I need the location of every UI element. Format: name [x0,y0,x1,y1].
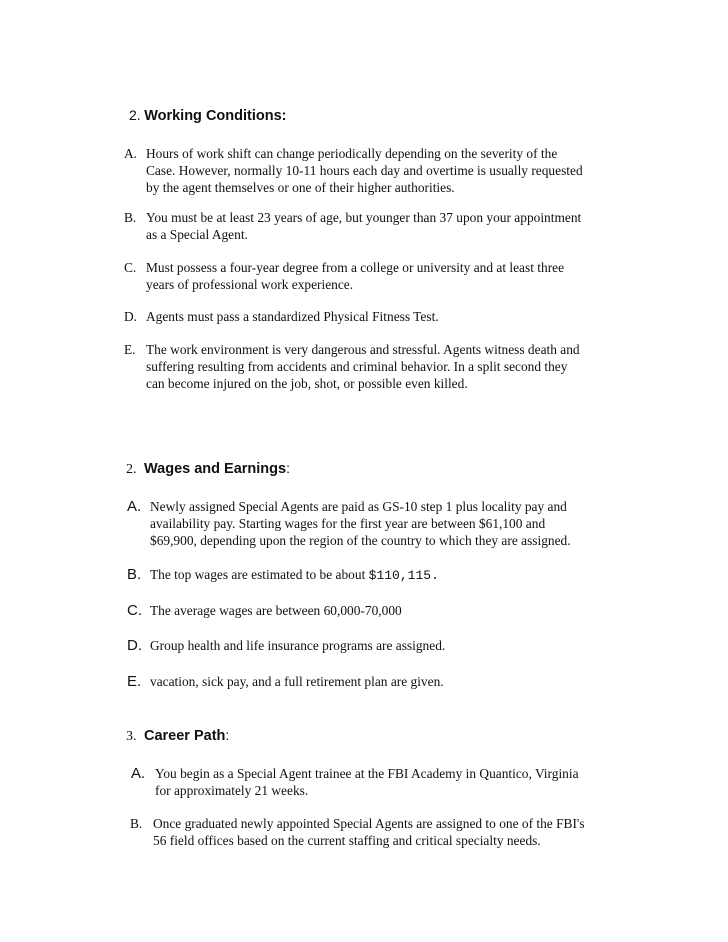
item-text: Agents must pass a standardized Physical Fitness Test. [146,309,439,324]
item-letter: D. [127,637,142,654]
section-heading-career-path [126,727,229,745]
item-text: The top wages are estimated to be about [150,567,366,582]
item-letter: E. [127,673,142,690]
item-letter: B. [130,816,143,831]
item-text: vacation, sick pay, and a full retirement plan are given. [150,674,444,689]
item-text: as a Special Agent. [146,227,248,242]
item-letter: E. [124,342,136,357]
item-letter: C. [124,260,137,275]
item-text: You must be at least 23 years of age, but younger than 37 upon your appointment [146,210,582,225]
item-text: by the agent themselves or one of their higher authorities. [146,180,455,195]
section-number: 2. [126,462,137,477]
item-text: Once graduated newly appointed Special Agents are assigned to one of the FBI's [153,816,585,831]
item-text: 56 field offices based on the current staffing and critical specialty needs. [153,833,541,848]
section-title: Working Conditions: [144,108,287,124]
section-number: 3. [126,729,137,744]
item-text: The average wages are between 60,000-70,000 [150,603,402,618]
wage-amount: $110,115. [368,568,439,583]
item-text: suffering resulting from accidents and criminal behavior. In a split second they [146,359,568,374]
section-title: Career Path [144,728,226,744]
item-text: Group health and life insurance programs are assigned. [150,638,446,653]
item-text: Case. However, normally 10-11 hours each day and overtime is usually requested [146,163,583,178]
item-letter: B. [127,566,142,583]
item-text: $69,900, depending upon the region of the country to which they are assigned. [150,533,571,548]
item-letter: A. [131,765,146,782]
item-text: years of professional work experience. [146,277,354,292]
item-text: You begin as a Special Agent trainee at the FBI Academy in Quantico, Virginia [155,766,579,781]
section-colon: : [286,460,290,476]
item-letter: C. [127,602,142,619]
section-number: 2. [129,107,141,123]
item-text: Newly assigned Special Agents are paid as GS-10 step 1 plus locality pay and [150,499,567,514]
item-text: availability pay. Starting wages for the first year are between $61,100 and [150,516,546,531]
section-heading-working-conditions [129,107,286,125]
section-colon: : [225,727,230,743]
item-letter: B. [124,210,137,225]
item-letter: A. [124,146,138,161]
item-text: can become injured on the job, shot, or possible even killed. [146,376,468,391]
item-letter: A. [127,498,142,515]
item-text: for approximately 21 weeks. [155,783,309,798]
section-heading-wages [126,460,290,478]
item-text: The work environment is very dangerous and stressful. Agents witness death and [146,342,580,357]
section-title: Wages and Earnings [144,461,287,477]
item-letter: D. [124,309,138,324]
item-text: Must possess a four-year degree from a college or university and at least three [146,260,565,275]
item-text: Hours of work shift can change periodically depending on the severity of the [146,146,558,161]
